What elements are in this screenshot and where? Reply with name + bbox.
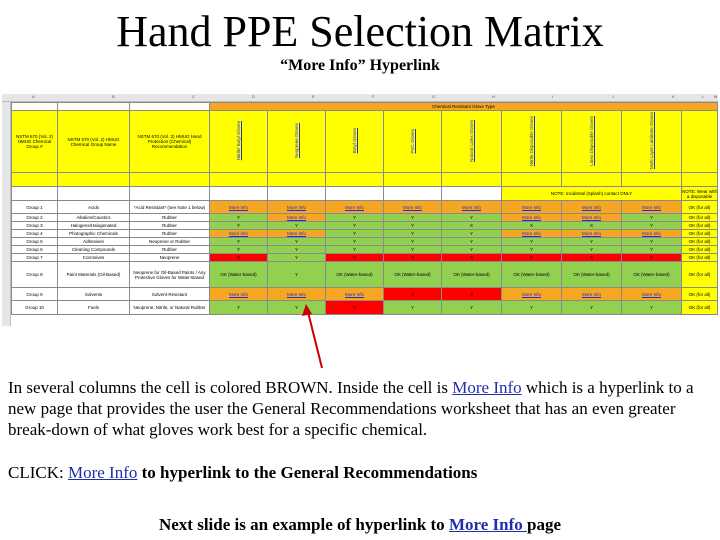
column-letter: K	[672, 94, 675, 99]
matrix-cell: Y	[562, 301, 622, 315]
click-rest-text: to hyperlink to the General Recommendations	[137, 463, 478, 482]
matrix-cell: X	[326, 254, 384, 262]
group-name: Alkalies/Caustics	[58, 214, 130, 222]
matrix-cell: Y	[442, 246, 502, 254]
glove-type-label[interactable]: Natural Latex Gloves	[469, 119, 474, 163]
group-name: Corrosives	[58, 254, 130, 262]
more-info-inline-link[interactable]: More Info	[448, 515, 527, 534]
matrix-cell: Y	[268, 301, 326, 315]
last-col-cell: OK (for all)	[682, 254, 718, 262]
more-info-link[interactable]: More Info	[286, 215, 306, 220]
last-col-cell: OK (for all)	[682, 238, 718, 246]
matrix-cell: X	[210, 254, 268, 262]
matrix-cell: Y	[326, 222, 384, 230]
more-info-link[interactable]: More Info	[286, 204, 306, 210]
group-name: Acids	[58, 201, 130, 214]
matrix-cell: Y	[442, 301, 502, 315]
glove-type-label[interactable]: Nitrile/ Butyl Gloves	[236, 121, 241, 161]
last-col-cell: OK (for all)	[682, 201, 718, 214]
column-letter: M	[714, 94, 718, 99]
group-recommendation: Rubber	[130, 246, 210, 254]
group-recommendation: Neoprene	[130, 254, 210, 262]
more-info-link[interactable]: More Info	[286, 231, 306, 236]
matrix-cell: Y	[384, 222, 442, 230]
matrix-cell: Y	[384, 214, 442, 222]
column-letter: D	[252, 94, 255, 99]
click-instruction	[8, 463, 712, 483]
last-col-cell: OK (for all)	[682, 214, 718, 222]
matrix-cell: Y	[442, 214, 502, 222]
matrix-cell: Y	[210, 238, 268, 246]
matrix-cell: X	[326, 301, 384, 315]
next-text: Next slide is an example of hyperlink to	[158, 515, 449, 534]
group-name: Solvents	[58, 288, 130, 301]
last-col-cell: OK (for all)	[682, 288, 718, 301]
matrix-cell: Y	[210, 214, 268, 222]
matrix-cell: Y	[442, 238, 502, 246]
column-letter: H	[492, 94, 495, 99]
more-info-link[interactable]: More Info	[581, 291, 601, 297]
glove-type-label[interactable]: PVC Gloves	[410, 128, 415, 154]
matrix-cell: Y	[326, 238, 384, 246]
click-label: CLICK:	[8, 463, 68, 482]
matrix-cell: X	[442, 222, 502, 230]
more-info-inline-link[interactable]: More Info	[67, 463, 138, 482]
matrix-cell: Y	[502, 301, 562, 315]
group-name: Halogens/Halogenated	[58, 222, 130, 230]
slide-subtitle: “More Info” Hyperlink	[280, 57, 440, 74]
group-name: Photographic Chemicals	[58, 230, 130, 238]
paragraph-text: which is a hyperlink to a new page that provides the user the General Recommendations worksheet that has an even greater break-down of what gloves work best for a specific chemical.	[8, 378, 694, 439]
more-info-link[interactable]: More Info	[286, 291, 306, 297]
matrix-cell: Y	[562, 238, 622, 246]
matrix-cell: Y	[622, 214, 682, 222]
more-info-link[interactable]: More Info	[581, 215, 601, 220]
glove-type-label[interactable]: Multi Layer Laminate Gloves	[649, 112, 654, 170]
more-info-link[interactable]: More Info	[402, 204, 422, 210]
explanation-paragraph	[8, 377, 712, 440]
matrix-cell: X	[562, 222, 622, 230]
matrix-cell: Y	[622, 301, 682, 315]
matrix-cell: Y	[384, 230, 442, 238]
column-letter: G	[432, 94, 436, 99]
group-name: Paint Materials (Oil-Based)	[58, 262, 130, 288]
group-recommendation: Solvent-Resistant	[130, 288, 210, 301]
glove-type-label[interactable]: Nitrile Disposable Gloves	[529, 115, 534, 167]
group-number: Group 10	[12, 301, 58, 315]
matrix-cell: Y	[502, 238, 562, 246]
column-letter: I	[552, 94, 554, 99]
matrix-cell: Y	[326, 230, 384, 238]
matrix-cell: OK (Water-based)	[442, 262, 502, 288]
group-recommendation: Rubber	[130, 230, 210, 238]
header-recommendation: NSTM 670 (Vol. 2) HMUG Hand Protection (Chemical) Recommendation	[130, 111, 210, 173]
column-letter: F	[372, 94, 375, 99]
group-number: Group 1	[12, 201, 58, 214]
more-info-link[interactable]: More Info	[641, 291, 661, 297]
more-info-link[interactable]: More Info	[228, 291, 248, 297]
more-info-link[interactable]: More Info	[521, 291, 541, 297]
matrix-cell: OK (Water-based)	[502, 262, 562, 288]
matrix-cell: Y	[384, 246, 442, 254]
matrix-cell: Y	[268, 246, 326, 254]
slide-title: Hand PPE Selection Matrix	[116, 7, 604, 56]
group-number: Group 8	[12, 262, 58, 288]
more-info-link[interactable]: More Info	[641, 231, 661, 236]
matrix-cell: X	[502, 254, 562, 262]
more-info-link[interactable]: More Info	[228, 204, 248, 210]
paragraph-text: In several columns the cell is colored BROWN. Inside the cell is	[8, 378, 453, 397]
matrix-cell: OK (Water-based)	[384, 262, 442, 288]
glove-type-label[interactable]: Latex Disposable Gloves	[589, 116, 594, 166]
glove-type-header: Chemical Resistant Glove Type	[210, 103, 718, 111]
more-info-link[interactable]: More Info	[641, 204, 661, 210]
last-col-cell: OK (for all)	[682, 222, 718, 230]
group-recommendation: Neoprene, Nitrile, or Natural Rubber	[130, 301, 210, 315]
group-number: Group 3	[12, 222, 58, 230]
group-recommendation: Neoprene for Oil-Based Paints / Any Protective Gloves for Water-Based	[130, 262, 210, 288]
more-info-inline-link[interactable]: More Info	[452, 378, 522, 397]
group-recommendation: Rubber	[130, 214, 210, 222]
header-group-num: NSTM 670 (Vol. 2) HMUG Chemical Group #	[12, 111, 58, 173]
matrix-cell: Y	[210, 222, 268, 230]
matrix-cell: OK (Water-based)	[326, 262, 384, 288]
matrix-cell: OK (Water-based)	[562, 262, 622, 288]
group-number: Group 9	[12, 288, 58, 301]
matrix-cell: Y	[268, 238, 326, 246]
matrix-cell: Y	[326, 214, 384, 222]
header-group-name: NSTM 670 (Vol. 2) HMUG Chemical Group Name	[58, 111, 130, 173]
column-letter: L	[702, 94, 705, 99]
more-info-link[interactable]: More Info	[521, 215, 541, 220]
matrix-cell: Y	[622, 222, 682, 230]
glove-type-label[interactable]: Neoprene Gloves	[294, 123, 299, 159]
group-recommendation: *Acid Resistant* (see Note 1 below)	[130, 201, 210, 214]
matrix-cell: Y	[210, 301, 268, 315]
matrix-cell: Y	[268, 254, 326, 262]
matrix-cell: Y	[502, 246, 562, 254]
matrix-cell: Y	[384, 301, 442, 315]
group-number: Group 6	[12, 246, 58, 254]
note-1: NOTE: Incidental (Splash) contact ONLY	[502, 187, 682, 201]
column-letter: E	[312, 94, 315, 99]
group-number: Group 2	[12, 214, 58, 222]
note-2: NOTE: Wear with a disposable	[682, 188, 717, 199]
next-slide-note	[0, 515, 720, 535]
matrix-cell: OK (Water-based)	[210, 262, 268, 288]
matrix-cell: X	[384, 254, 442, 262]
column-letter: B	[112, 94, 115, 99]
more-info-link[interactable]: More Info	[228, 231, 248, 236]
group-recommendation: Neoprene or Rubber	[130, 238, 210, 246]
column-letter: A	[32, 94, 35, 99]
group-number: Group 4	[12, 230, 58, 238]
matrix-cell: X	[562, 254, 622, 262]
last-col-cell: OK (for all)	[682, 262, 718, 288]
matrix-cell: Y	[268, 222, 326, 230]
glove-type-label[interactable]: Butyl Gloves	[352, 128, 357, 154]
matrix-cell: Y	[442, 230, 502, 238]
group-number: Group 5	[12, 238, 58, 246]
last-col-cell: OK (for all)	[682, 246, 718, 254]
matrix-cell: Y	[622, 246, 682, 254]
more-info-link[interactable]: More Info	[344, 291, 364, 297]
last-col-cell: OK (for all)	[682, 230, 718, 238]
group-name: Fuels	[58, 301, 130, 315]
matrix-cell: X	[622, 254, 682, 262]
matrix-cell: Y	[268, 262, 326, 288]
matrix-cell: X	[502, 222, 562, 230]
group-number: Group 7	[12, 254, 58, 262]
matrix-cell: Y	[384, 238, 442, 246]
matrix-cell: Y	[562, 246, 622, 254]
matrix-cell: X	[442, 254, 502, 262]
matrix-cell: X	[442, 288, 502, 301]
next-text: page	[527, 515, 561, 534]
matrix-cell: Y	[210, 246, 268, 254]
more-info-link[interactable]: More Info	[581, 231, 601, 236]
more-info-link[interactable]: More Info	[461, 204, 481, 210]
last-col-cell: OK (for all)	[682, 301, 718, 315]
group-name: Adhesives	[58, 238, 130, 246]
matrix-cell: X	[384, 288, 442, 301]
group-recommendation: Rubber	[130, 222, 210, 230]
more-info-link[interactable]: More Info	[344, 204, 364, 210]
more-info-link[interactable]: More Info	[521, 204, 541, 210]
matrix-cell: Y	[622, 238, 682, 246]
more-info-link[interactable]: More Info	[581, 204, 601, 210]
matrix-cell: OK (Water-based)	[622, 262, 682, 288]
matrix-cell: Y	[326, 246, 384, 254]
column-letter: J	[612, 94, 614, 99]
column-letter: C	[192, 94, 195, 99]
group-name: Cleaning Compounds	[58, 246, 130, 254]
more-info-link[interactable]: More Info	[521, 231, 541, 236]
